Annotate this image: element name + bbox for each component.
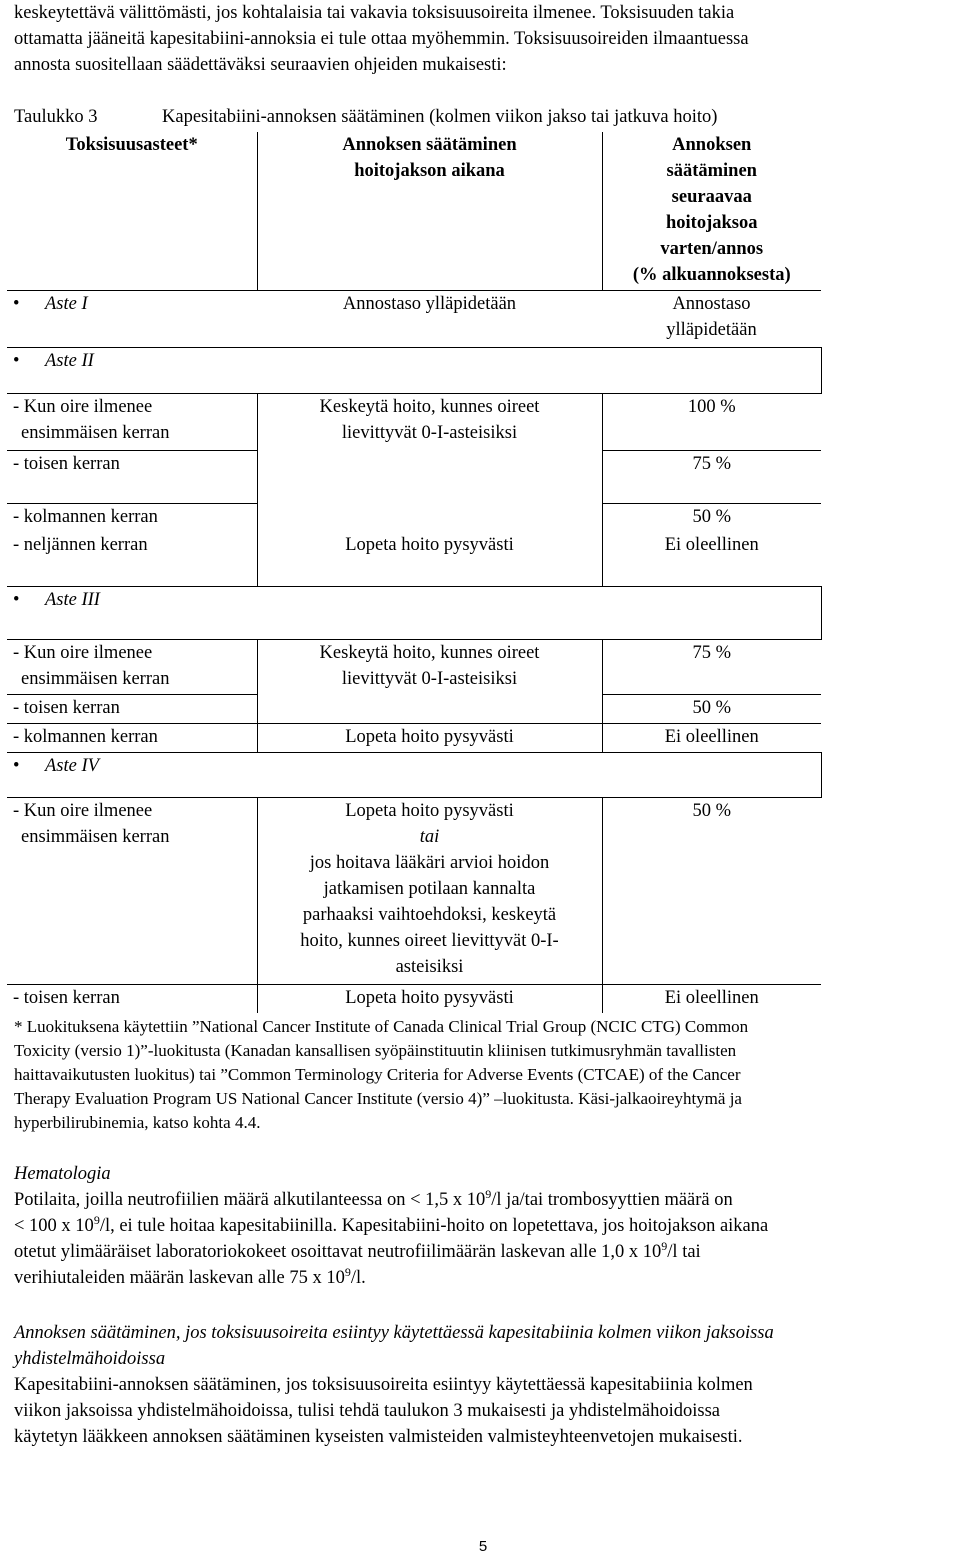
header-toxicity-grades: Toksisuusasteet* [7, 132, 257, 291]
page-number: 5 [478, 1538, 488, 1555]
during-cell: Lopeta hoito pysyvästi [257, 985, 602, 1014]
combination-section: Annoksen säätäminen, jos toksisuusoireita esiintyy käytettäessä kapesitabiinia kolmen viikon jaksoissa yhdistelmähoidoissa Kapesitabiini-annoksen säätäminen, jos toksisuusoireita esiintyy käytettäessä kapesitabiinia kolmen viikon jaksoissa yhdistelmähoidoissa, tulisi tehdä taulukon 3 mukaisesti ja yhdistelmähoidoissa käytetyn lääkkeen annoksen säätäminen kyseisten valmisteiden valmisteyhteenvetojen mukaisesti. [14, 1323, 774, 1447]
next-cell: Ei oleellinen [602, 724, 821, 753]
section-heading: yhdistelmähoidoissa [14, 1349, 166, 1369]
grade-label: • Aste III [7, 587, 821, 640]
during-cell: Lopeta hoito pysyvästi tai jos hoitava lääkäri arvioi hoidon jatkamisen potilaan kannalta parhaaksi vaihtoehdoksi, keskeytä hoito, kunnes oireet lievittyvät 0-I- asteisiksi [257, 798, 602, 985]
table-caption [14, 104, 718, 130]
occurrence-cell: - neljännen kerran [13, 535, 148, 555]
next-cell: 100 % [687, 397, 736, 417]
occurrence-cell: - Kun oire ilmenee ensimmäisen kerran [13, 643, 170, 689]
next-cell: 75 % [602, 451, 821, 504]
next-cell: 75 % [692, 643, 732, 663]
bullet-icon: • [13, 590, 20, 610]
grade-label: • Aste I [7, 291, 257, 348]
section-heading: Hematologia [14, 1164, 111, 1184]
next-cell: 50 % [692, 801, 732, 821]
dose-adjustment-table [7, 132, 822, 1013]
table-row [7, 753, 821, 798]
during-cell: Keskeytä hoito, kunnes oireet lievittyvät 0-I-asteisiksi [257, 394, 602, 533]
grade-label: • Aste IV [7, 753, 821, 798]
next-cell: 50 % [602, 695, 821, 724]
occurrence-cell: - Kun oire ilmenee ensimmäisen kerran [13, 397, 170, 443]
during-cell: Lopeta hoito pysyvästi [257, 724, 602, 753]
table-header-row [7, 132, 821, 291]
occurrence-cell: - toisen kerran [7, 451, 257, 504]
table-row [7, 985, 821, 1014]
table-row [7, 394, 821, 451]
next-cell: 50 % [602, 504, 821, 533]
during-cell: Lopeta hoito pysyvästi [257, 532, 602, 587]
table-row [7, 291, 821, 348]
header-next-cycle: Annoksen säätäminen seuraavaa hoitojaksoa varten/annos (% alkuannoksesta) [632, 135, 791, 285]
hematology-section: Hematologia Potilaita, joilla neutrofiilien määrä alkutilanteessa on < 1,5 x $10^9/l$ ja/tai trombosyyttien määrä on < 100 x $10^9/l$, ei tule hoitaa kapesitabiinilla. Kapesitabiini-hoito on lopetettava, jos hoitojakson aikana otetut ylimääräiset laboratoriokokeet osoittavat neutrofiilimäärän laskevan alle 1,0 x $10^9/l$ tai verihiutaleiden määrän laskevan alle 75 x $10^9/l$. [14, 1164, 769, 1288]
during-cell: Annostaso ylläpidetään [257, 291, 602, 348]
table-footnote: * Luokituksena käytettiin ”National Cancer Institute of Canada Clinical Trial Group (NCIC CTG) Common Toxicity (versio 1)”-luokitusta (Kanadan kansallisen syöpäinstituutin kliinisen tutkimusryhmän tavallisten haittavaikutusten luokitus) tai ”Common Terminology Criteria for Adverse Events (CTCAE) of the Cancer Therapy Evaluation Program US National Cancer Institute (versio 4)” –luokitusta. Käsi-jalkaoireyhtymä ja hyperbilirubinemia, katso kohta 4.4. [14, 1017, 749, 1132]
occurrence-cell: - Kun oire ilmenee ensimmäisen kerran [13, 801, 170, 847]
next-cell: Ei oleellinen [602, 985, 821, 1014]
intro-line: annosta suositellaan säädettäväksi seuraavien ohjeiden mukaisesti: [14, 55, 507, 75]
table-row [7, 640, 821, 695]
table-row [7, 532, 821, 587]
next-cell: Ei oleellinen [664, 535, 759, 555]
grade-label: • Aste II [7, 348, 821, 394]
bullet-icon: • [13, 351, 20, 371]
bullet-icon: • [13, 294, 20, 314]
intro-paragraph [14, 0, 949, 78]
header-during-cycle: Annoksen säätäminen hoitojakson aikana [257, 132, 602, 291]
table-row [7, 798, 821, 985]
bullet-icon: • [13, 756, 20, 776]
table-row [7, 348, 821, 394]
intro-line: keskeytettävä välittömästi, jos kohtalaisia tai vakavia toksisuusoireita ilmenee. Toksisuuden takia [14, 3, 735, 23]
occurrence-cell: - toisen kerran [7, 695, 257, 724]
next-cell: Annostaso ylläpidetään [602, 291, 821, 348]
table-row [7, 587, 821, 640]
intro-line: ottamatta jääneitä kapesitabiini-annoksia ei tule ottaa myöhemmin. Toksisuusoireiden ilmaantuessa [14, 29, 749, 49]
section-heading: Annoksen säätäminen, jos toksisuusoireita esiintyy käytettäessä kapesitabiinia kolmen viikon jaksoissa [14, 1323, 774, 1343]
caption-title: Kapesitabiini-annoksen säätäminen (kolmen viikon jakso tai jatkuva hoito) [162, 107, 718, 127]
table-row [7, 724, 821, 753]
occurrence-cell: - kolmannen kerran [7, 724, 257, 753]
occurrence-cell: - kolmannen kerran [7, 504, 257, 533]
occurrence-cell: - toisen kerran [7, 985, 257, 1014]
during-cell: Keskeytä hoito, kunnes oireet lievittyvät 0-I-asteisiksi [257, 640, 602, 724]
caption-label: Taulukko 3 [14, 107, 98, 127]
